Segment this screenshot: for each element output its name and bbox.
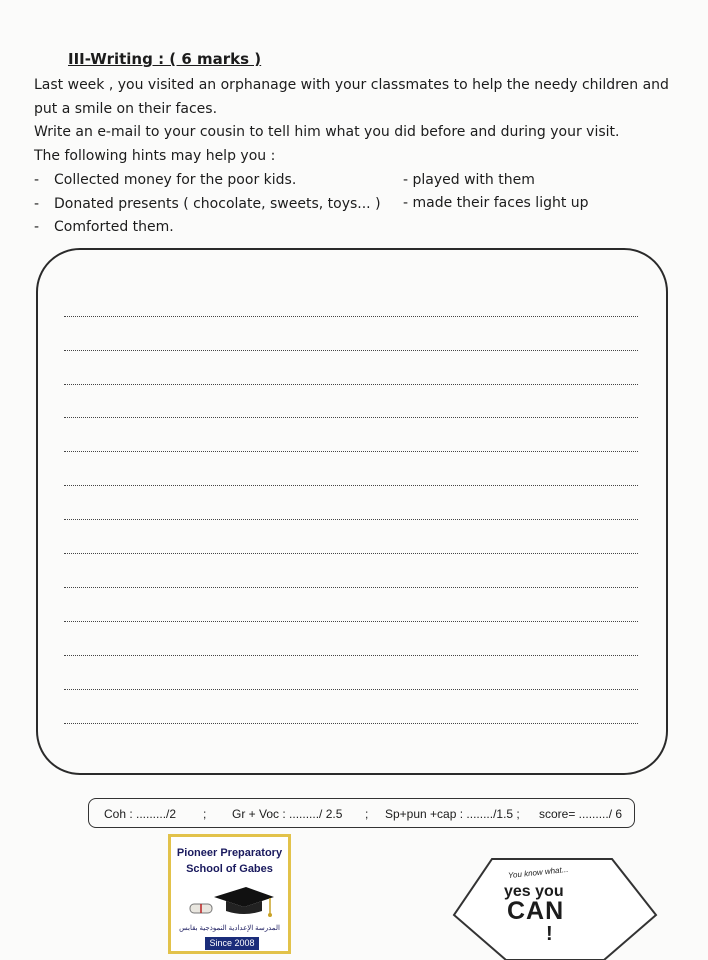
total-score: score= ........./ 6 [539, 807, 623, 821]
writing-line[interactable] [64, 689, 638, 690]
writing-line[interactable] [64, 553, 638, 554]
badge-line-3: ! [546, 923, 553, 945]
instruction-line-1: Last week , you visited an orphanage with your classmates to help the needy children and [34, 77, 669, 93]
score-box [88, 798, 635, 828]
instruction-line-3: Write an e-mail to your cousin to tell him what you did before and during your visit. [34, 124, 620, 140]
hint-right-2: - made their faces light up [403, 195, 589, 211]
hint-text: Collected money for the poor kids. [54, 172, 297, 188]
badge-line-1: yes you [504, 883, 564, 900]
school-name-arabic: المدرسة الإعدادية النموذجية بقابس [179, 925, 280, 932]
instruction-line-2: put a smile on their faces. [34, 101, 218, 117]
hint-left-3 [34, 219, 174, 235]
writing-line[interactable] [64, 350, 638, 351]
school-logo [168, 834, 291, 954]
bullet-dash: - [34, 219, 40, 235]
writing-line[interactable] [64, 417, 638, 418]
writing-line[interactable] [64, 519, 638, 520]
separator: ; [365, 807, 369, 821]
badge-line-2: CAN [507, 897, 565, 925]
hint-text: Donated presents ( chocolate, sweets, toys... ) [54, 196, 381, 212]
writing-line[interactable] [64, 384, 638, 385]
hint-left-2 [34, 196, 381, 212]
bullet-dash: - [34, 196, 40, 212]
instruction-line-4: The following hints may help you : [34, 148, 276, 164]
separator: ; [203, 807, 207, 821]
coherence-score: Coh : ........./2 [104, 807, 177, 821]
graduation-cap-icon [188, 884, 274, 924]
writing-line[interactable] [64, 621, 638, 622]
motivation-badge [452, 857, 658, 960]
since-badge: Since 2008 [205, 937, 259, 950]
writing-line[interactable] [64, 655, 638, 656]
spelling-punctuation-score: Sp+pun +cap : ......../1.5 ; [385, 807, 520, 821]
section-heading: III-Writing : ( 6 marks ) [68, 50, 262, 68]
badge-small-text: You know what... [507, 864, 569, 881]
school-name-line-2: School of Gabes [186, 863, 273, 875]
hint-left-1 [34, 172, 296, 188]
writing-line[interactable] [64, 316, 638, 317]
writing-line[interactable] [64, 451, 638, 452]
hint-text: Comforted them. [54, 219, 174, 235]
school-name-line-1: Pioneer Preparatory [176, 847, 283, 859]
hint-right-1: - played with them [403, 172, 535, 188]
writing-line[interactable] [64, 485, 638, 486]
writing-line[interactable] [64, 587, 638, 588]
bullet-dash: - [34, 172, 40, 188]
writing-line[interactable] [64, 723, 638, 724]
writing-box[interactable] [36, 248, 668, 775]
grammar-vocab-score: Gr + Voc : ........./ 2.5 [232, 807, 343, 821]
